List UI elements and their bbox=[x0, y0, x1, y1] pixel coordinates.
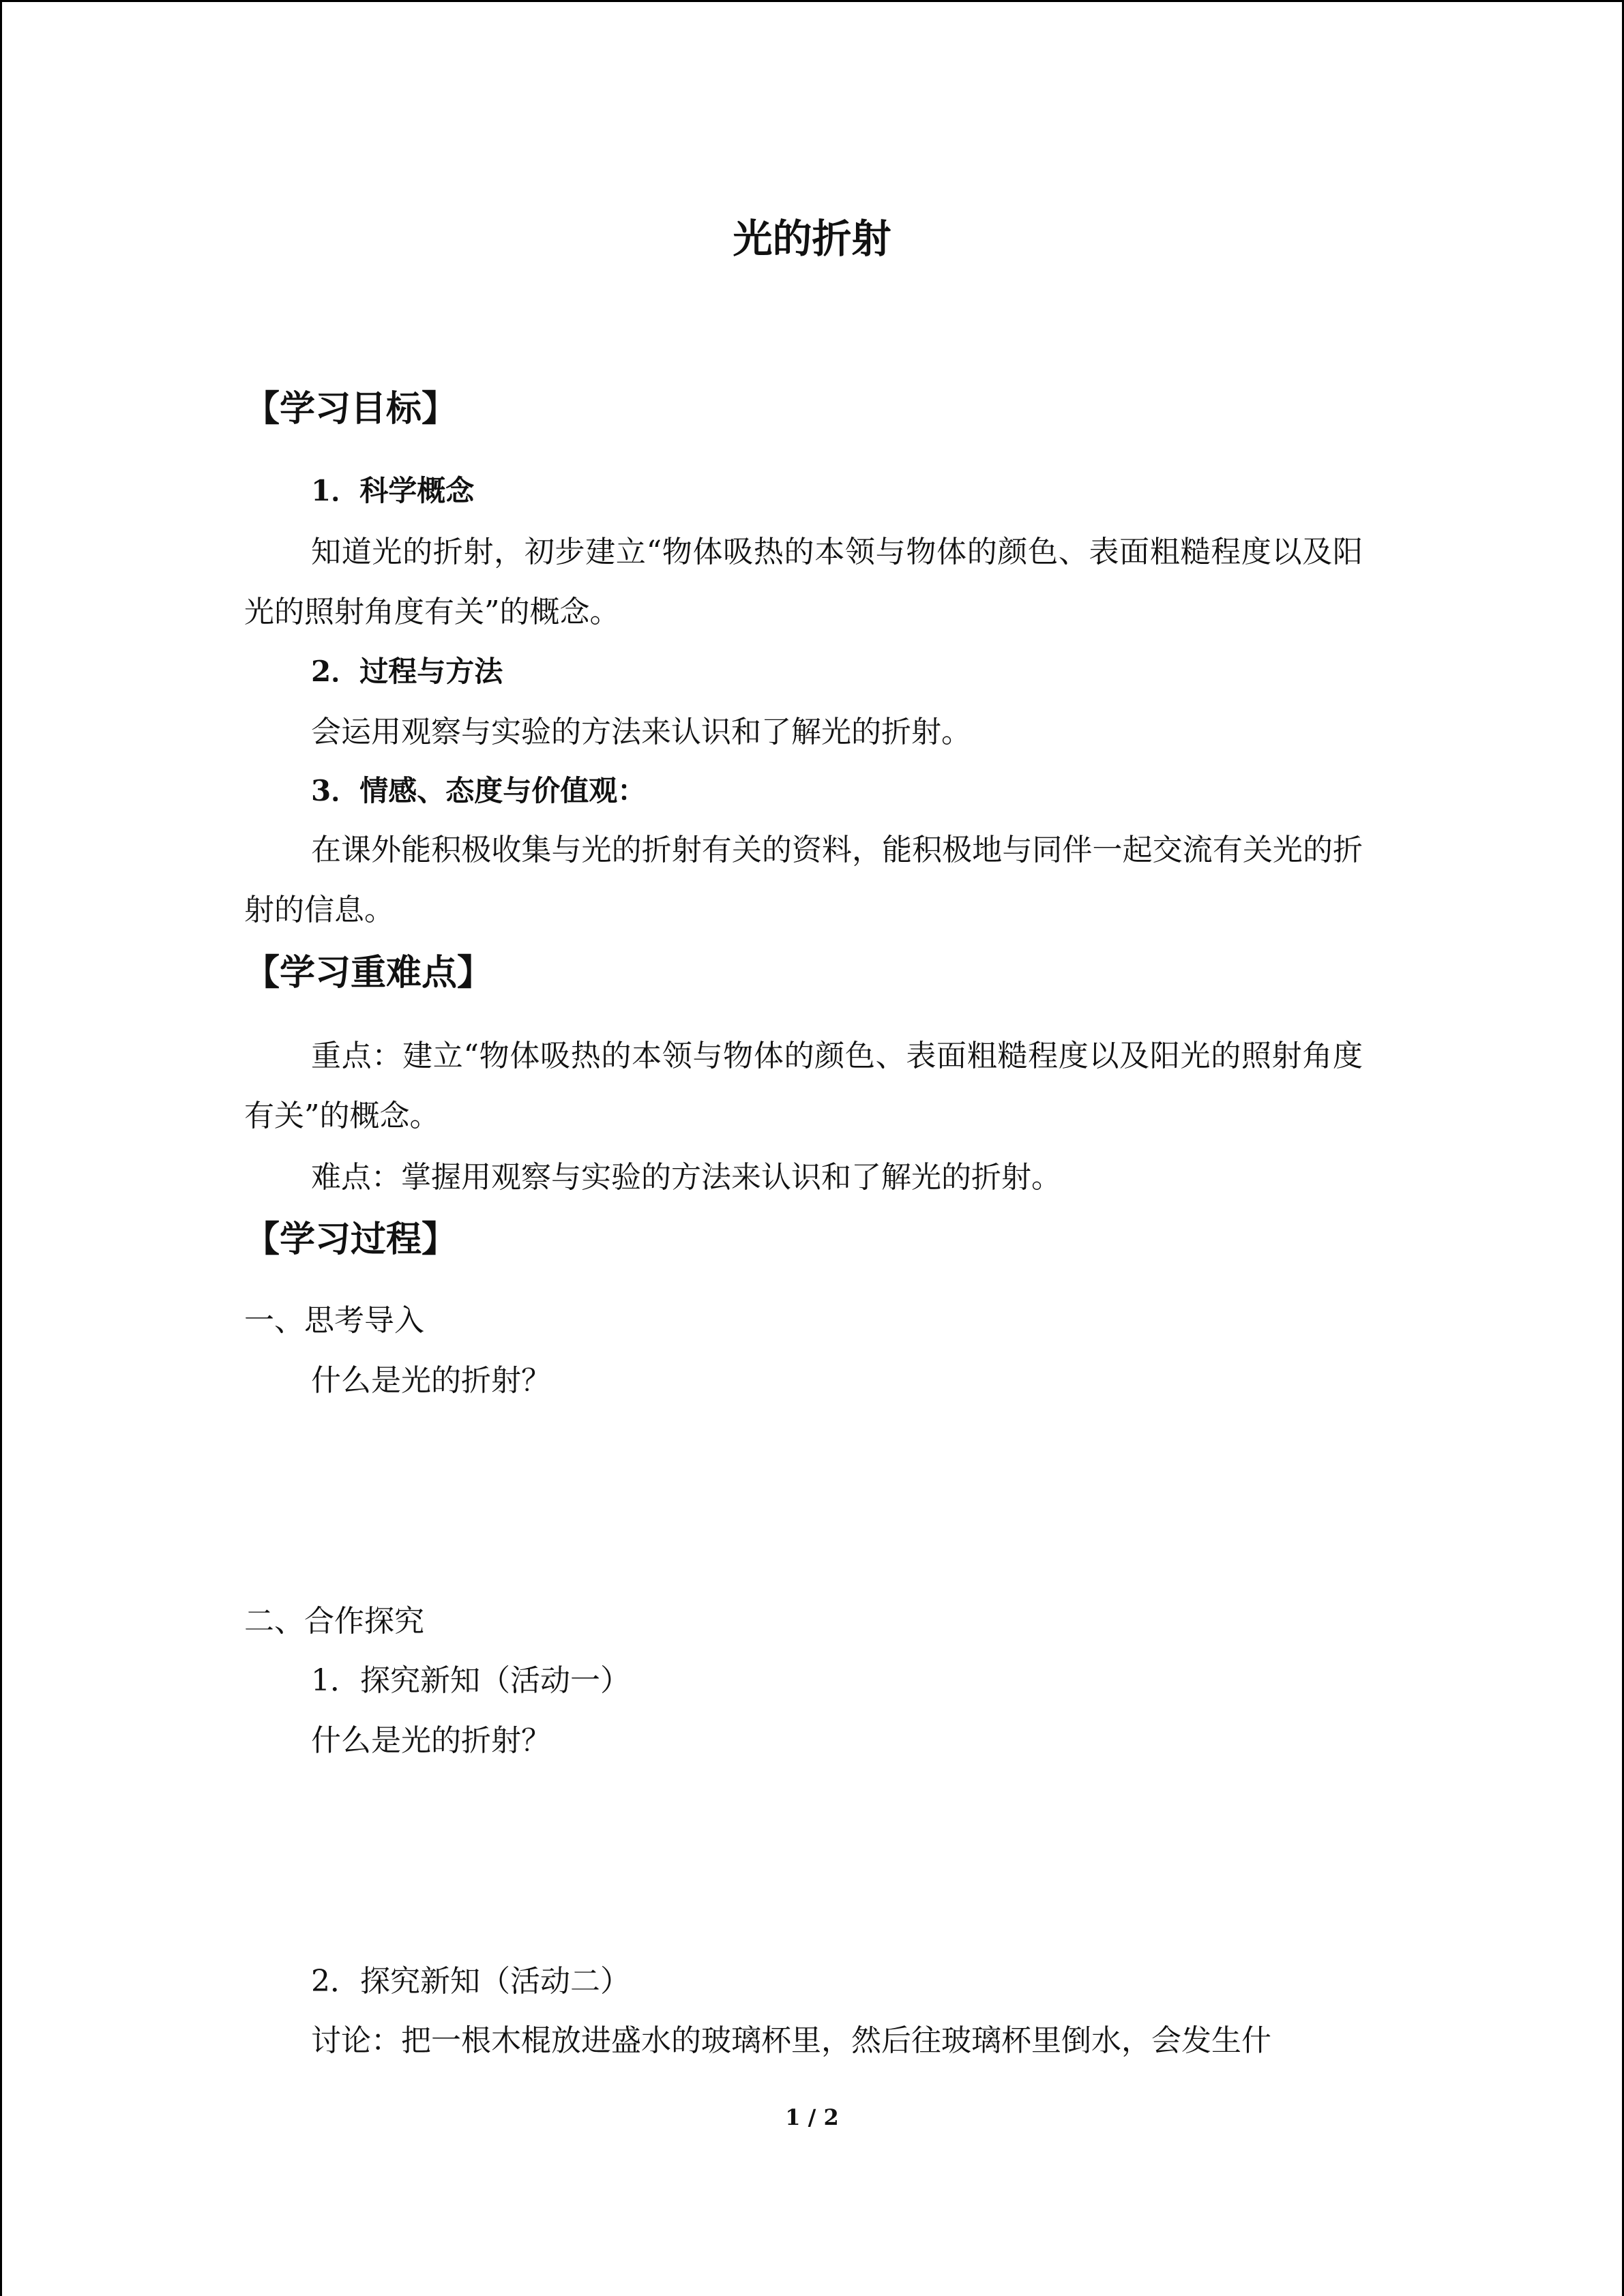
part-2-heading: 二、合作探究 bbox=[244, 1604, 424, 1639]
part-1-heading: 一、思考导入 bbox=[244, 1303, 424, 1338]
part-1-question: 什么是光的折射？ bbox=[311, 1363, 551, 1398]
page-border-left bbox=[0, 0, 2, 2296]
difficulty-text: 难点：掌握用观察与实验的方法来认识和了解光的折射。 bbox=[311, 1160, 1061, 1195]
goal-3-heading: 3．情感、态度与价值观： bbox=[311, 774, 647, 807]
goal-1-text: 知道光的折射，初步建立“物体吸热的本领与物体的颜色、表面粗糙程度以及阳光的照射角度有关”的概念。 bbox=[244, 535, 1363, 629]
goal-3-text: 在课外能积极收集与光的折射有关的资料，能积极地与同伴一起交流有关光的折射的信息。 bbox=[244, 833, 1363, 927]
goal-2-text: 会运用观察与实验的方法来认识和了解光的折射。 bbox=[311, 715, 971, 749]
page-border-top bbox=[0, 0, 1624, 2]
activity-1-heading: 1．探究新知（活动一） bbox=[311, 1663, 630, 1698]
section-heading-key-points: 【学习重难点】 bbox=[244, 953, 493, 994]
page-number: 1 / 2 bbox=[785, 2104, 839, 2130]
document-title: 光的折射 bbox=[733, 215, 891, 262]
activity-2-heading: 2．探究新知（活动二） bbox=[311, 1964, 630, 1999]
section-heading-process: 【学习过程】 bbox=[244, 1219, 458, 1260]
goal-1-heading: 1．科学概念 bbox=[311, 474, 475, 507]
activity-2-text: 讨论：把一根木棍放进盛水的玻璃杯里，然后往玻璃杯里倒水，会发生什 bbox=[311, 2023, 1271, 2058]
activity-1-question: 什么是光的折射？ bbox=[311, 1723, 551, 1758]
section-heading-goals: 【学习目标】 bbox=[244, 389, 458, 430]
key-point-text: 重点：建立“物体吸热的本领与物体的颜色、表面粗糙程度以及阳光的照射角度有关”的概念。 bbox=[244, 1039, 1363, 1133]
goal-2-heading: 2．过程与方法 bbox=[311, 655, 503, 688]
